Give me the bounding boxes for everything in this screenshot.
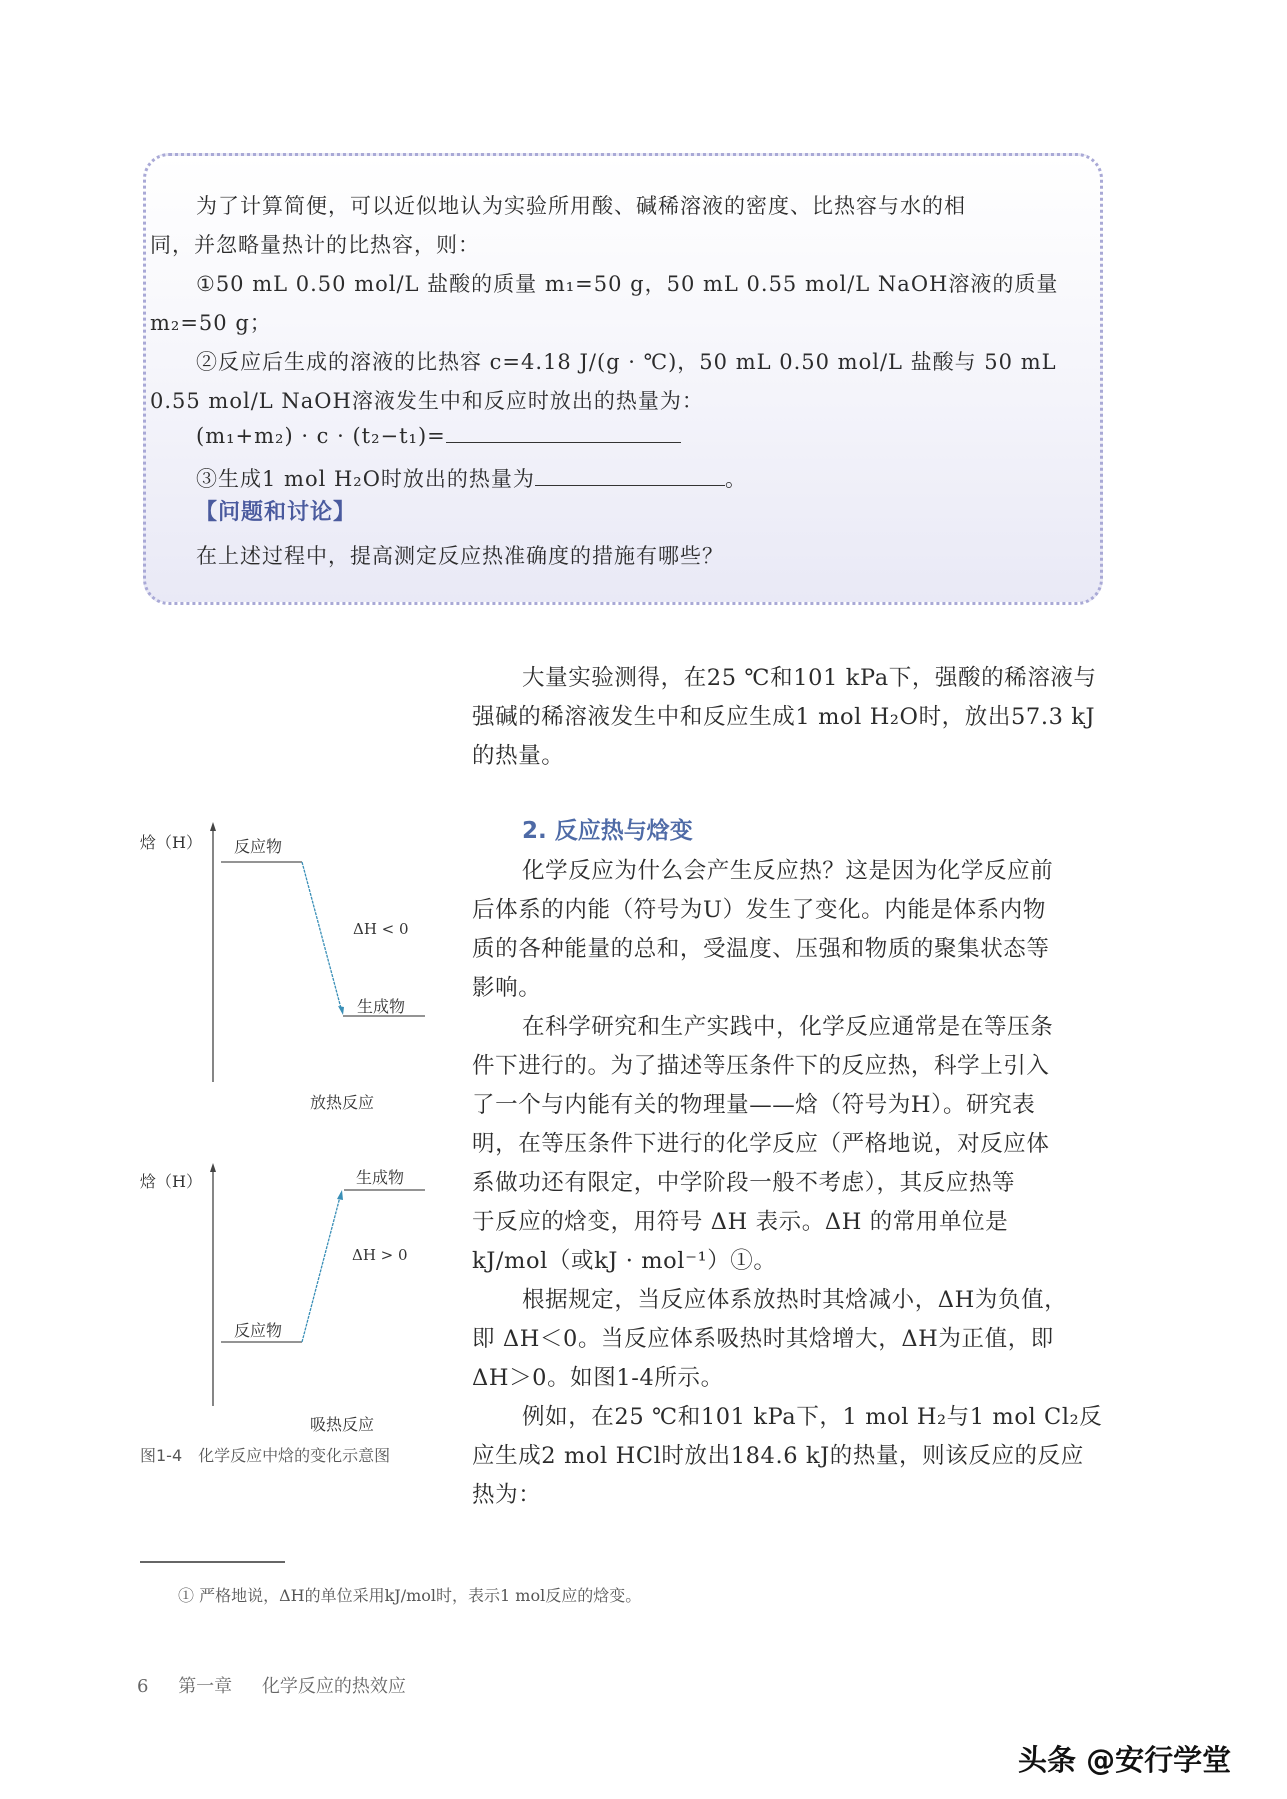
box-line-1: 为了计算简便，可以近似地认为实验所用酸、碱稀溶液的密度、比热容与水的相: [196, 194, 966, 218]
section-line: 热为：: [472, 1482, 542, 1508]
section-line: 件下进行的。为了描述等压条件下的反应热，科学上引入: [472, 1053, 1050, 1079]
section-heading: 2. 反应热与焓变: [522, 818, 693, 844]
reactant-label: 反应物: [234, 1321, 283, 1340]
section-line: 影响。: [472, 975, 542, 1001]
diagram-title: 吸热反应: [310, 1415, 375, 1434]
axis-arrow-icon: [210, 822, 216, 831]
period: 。: [724, 467, 747, 491]
box-line-3: ①50 mL 0.50 mol/L 盐酸的质量 m₁=50 g，50 mL 0.55 mol/L NaOH溶液的质量: [196, 272, 1059, 296]
intro-line-3: 的热量。: [472, 743, 565, 769]
section-line: 后体系的内能（符号为U）发生了变化。内能是体系内物: [472, 897, 1046, 923]
axis-label: 焓（H）: [140, 1172, 202, 1191]
intro-line-2: 强碱的稀溶液发生中和反应生成1 mol H₂O时，放出57.3 kJ: [472, 704, 1096, 730]
section-line: 在科学研究和生产实践中，化学反应通常是在等压条: [522, 1014, 1054, 1040]
answer-blank-2[interactable]: [535, 467, 725, 486]
box-line-5: ②反应后生成的溶液的比热容 c=4.18 J/(g · ℃)，50 mL 0.50 mol/L 盐酸与 50 mL: [196, 350, 1057, 374]
arrow-up-icon: [337, 1190, 343, 1200]
product-label: 生成物: [357, 997, 406, 1016]
box-line-6: 0.55 mol/L NaOH溶液发生中和反应时放出的热量为：: [150, 389, 704, 413]
footnote: ① 严格地说，ΔH的单位采用kJ/mol时，表示1 mol反应的焓变。: [178, 1586, 642, 1605]
delta-h-label: ΔH < 0: [353, 920, 409, 938]
page-number: 6: [137, 1676, 149, 1697]
delta-h-label: ΔH > 0: [352, 1246, 408, 1264]
section-line: 明，在等压条件下进行的化学反应（严格地说，对反应体: [472, 1131, 1050, 1157]
answer-blank-1[interactable]: [446, 424, 681, 443]
endothermic-plot: [130, 1120, 460, 1440]
chapter-label: 第一章: [178, 1676, 233, 1697]
section-line: 于反应的焓变，用符号 ΔH 表示。ΔH 的常用单位是: [472, 1209, 1009, 1235]
question-3-text: ③生成1 mol H₂O时放出的热量为: [196, 467, 535, 491]
section-line: 根据规定，当反应体系放热时其焓减小，ΔH为负值，: [522, 1287, 1068, 1313]
experiment-callout-box: [143, 153, 1103, 605]
intro-line-1: 大量实验测得，在25 ℃和101 kPa下，强酸的稀溶液与: [522, 665, 1097, 691]
formula-line: [196, 424, 681, 448]
section-line: 应生成2 mol HCl时放出184.6 kJ的热量，则该反应的反应: [472, 1443, 1084, 1469]
chapter-title: 化学反应的热效应: [261, 1676, 406, 1697]
section-line: 了一个与内能有关的物理量——焓（符号为H）。研究表: [472, 1092, 1036, 1118]
section-line: ΔH＞0。如图1-4所示。: [472, 1365, 724, 1391]
watermark: 头条 @安行学堂: [1018, 1743, 1232, 1777]
axis-arrow-icon: [210, 1163, 216, 1172]
box-line-8: [196, 463, 747, 493]
section-line: 例如，在25 ℃和101 kPa下，1 mol H₂与1 mol Cl₂反: [522, 1404, 1103, 1430]
arrow-down-icon: [338, 1006, 344, 1015]
discussion-heading: 【问题和讨论】: [195, 500, 357, 525]
box-line-4: m₂=50 g；: [150, 311, 272, 335]
exothermic-diagram: [130, 800, 460, 1120]
page-footer: [137, 1672, 430, 1698]
axis-label: 焓（H）: [140, 833, 202, 852]
section-line: kJ/mol（或kJ · mol⁻¹）①。: [472, 1248, 777, 1274]
box-line-2: 同，并忽略量热计的比热容，则：: [150, 233, 480, 257]
product-label: 生成物: [356, 1168, 405, 1187]
diagram-title: 放热反应: [310, 1093, 375, 1112]
reactant-label: 反应物: [234, 837, 283, 856]
section-line: 系做功还有限定，中学阶段一般不考虑），其反应热等: [472, 1170, 1016, 1196]
formula-text: (m₁+m₂) · c · (t₂−t₁)=: [196, 424, 446, 448]
endothermic-diagram: [130, 1120, 460, 1440]
discussion-question: 在上述过程中，提高测定反应热准确度的措施有哪些？: [196, 544, 724, 568]
figure-caption: 图1-4 化学反应中焓的变化示意图: [140, 1446, 391, 1465]
footnote-divider: [140, 1561, 285, 1563]
section-line: 质的各种能量的总和，受温度、压强和物质的聚集状态等: [472, 936, 1050, 962]
section-line: 化学反应为什么会产生反应热？这是因为化学反应前: [522, 858, 1054, 884]
section-line: 即 ΔH＜0。当反应体系吸热时其焓增大，ΔH为正值，即: [472, 1326, 1054, 1352]
